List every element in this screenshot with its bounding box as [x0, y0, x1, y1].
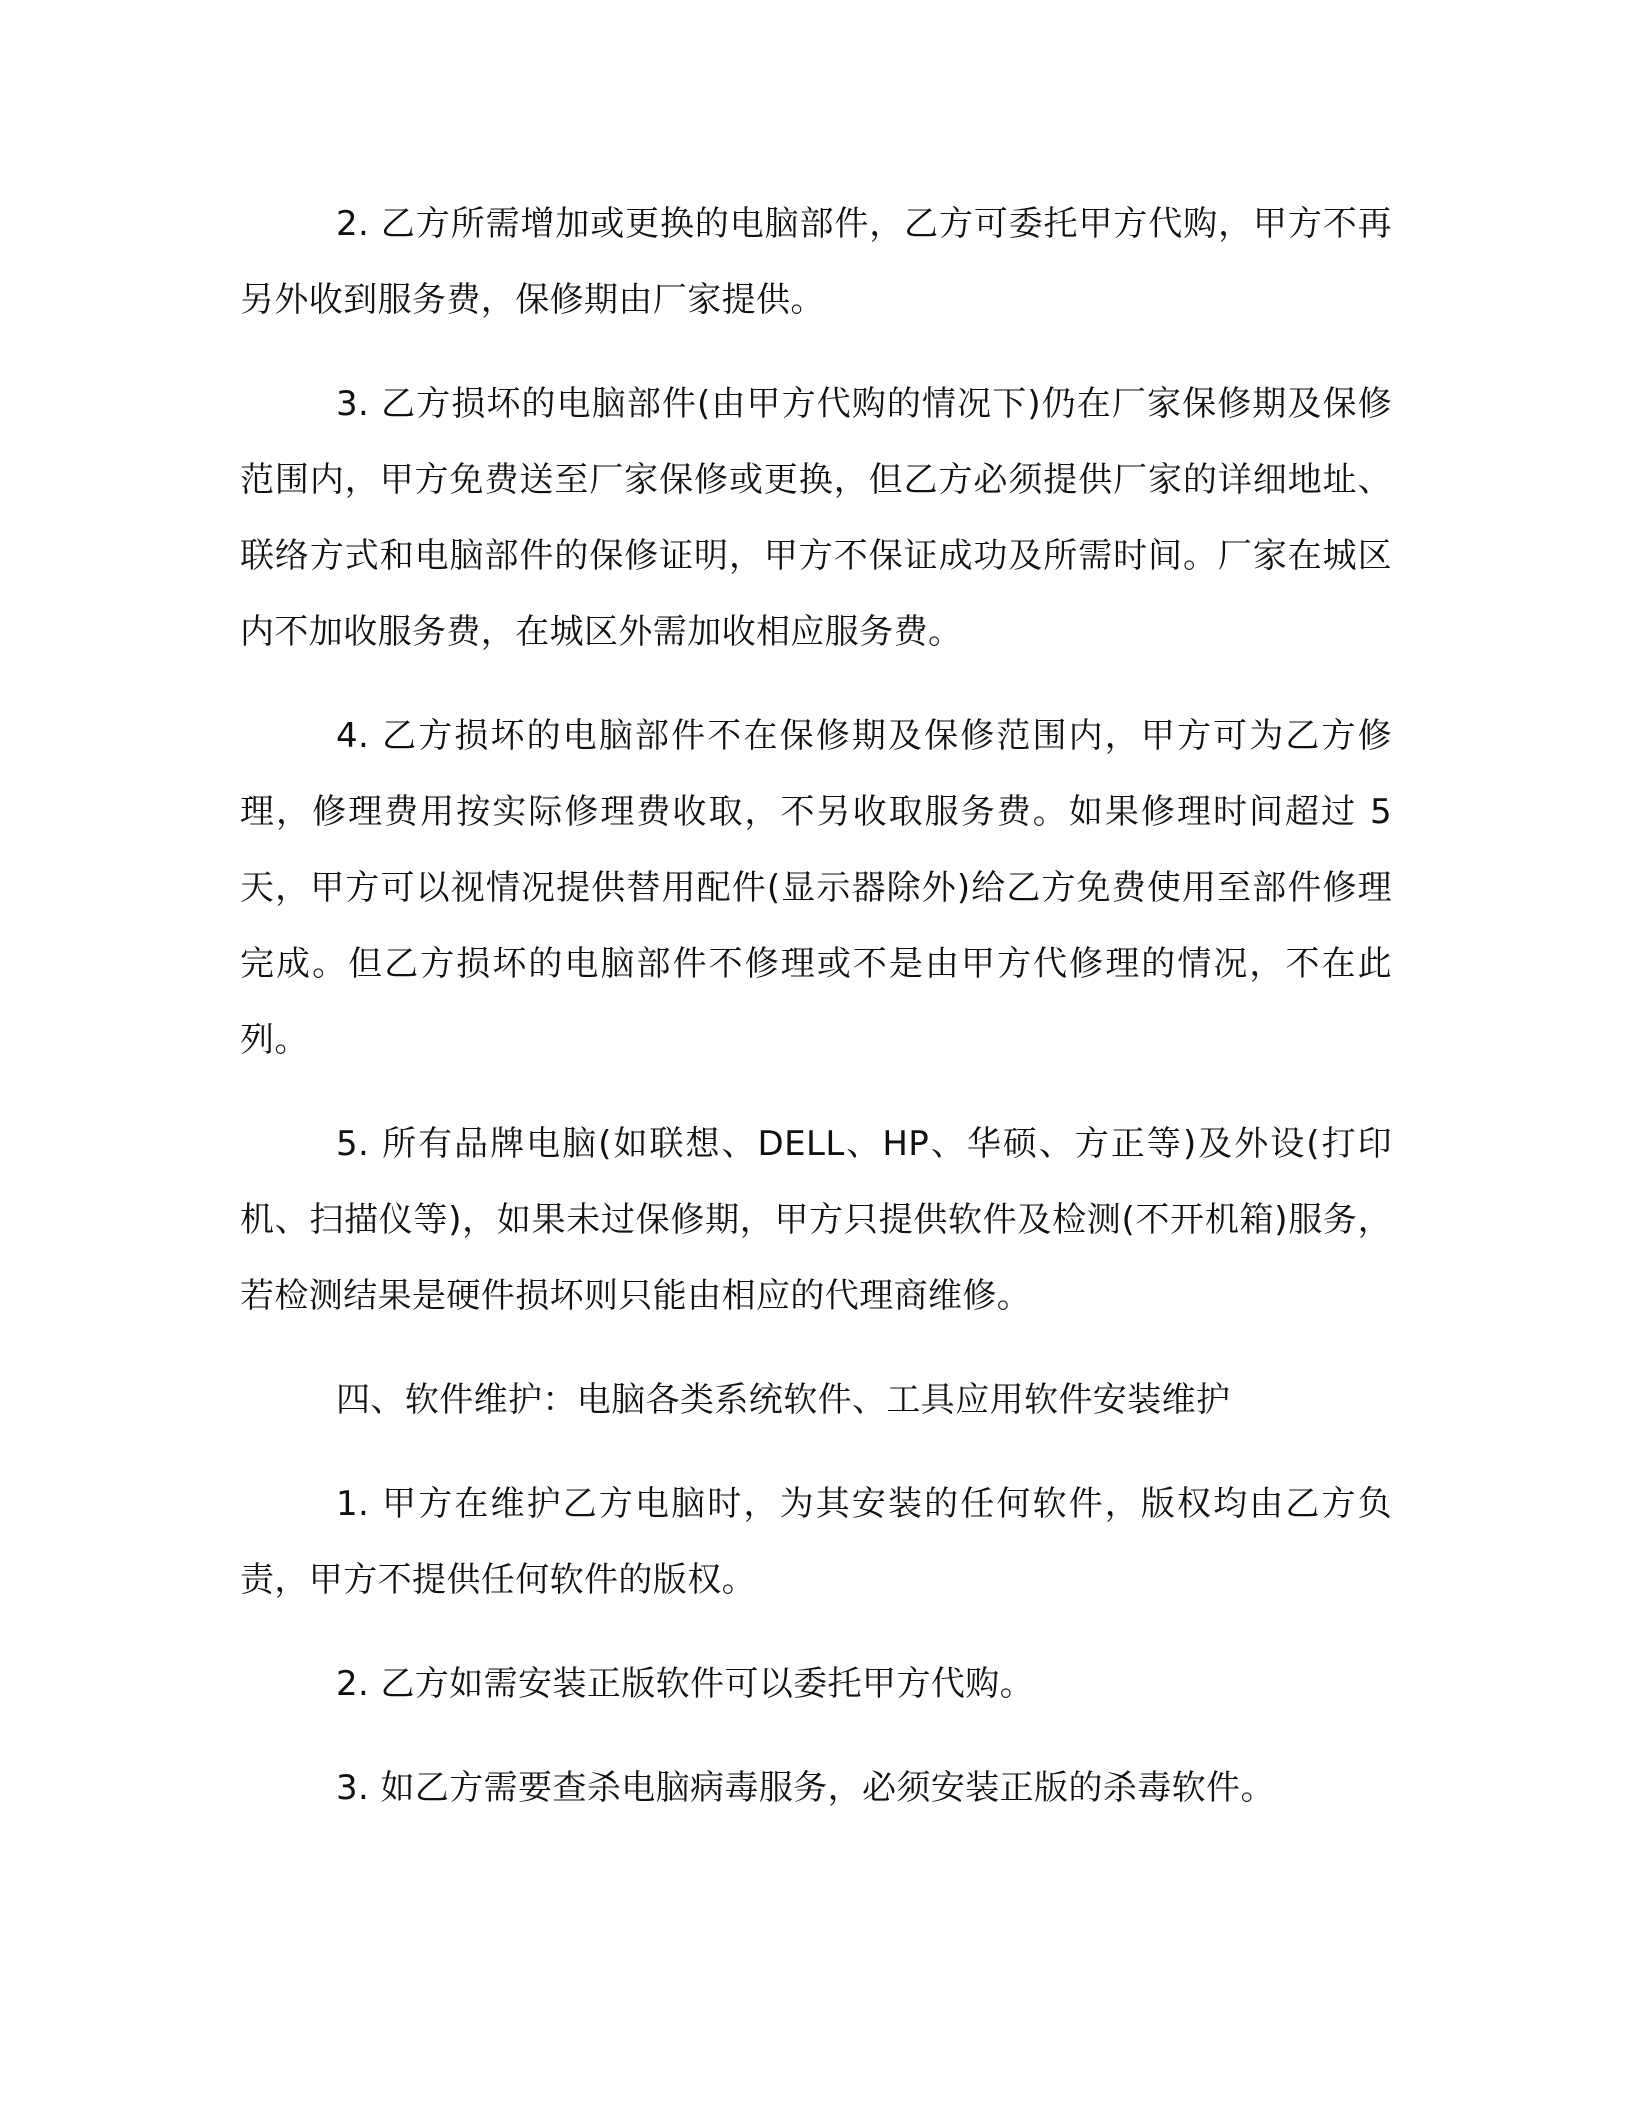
- paragraph-item-3-warranty-repair: 3. 乙方损坏的电脑部件(由甲方代购的情况下)仍在厂家保修期及保修范围内，甲方免费送至厂家保修或更换，但乙方必须提供厂家的详细地址、联络方式和电脑部件的保修证明，甲方不保证成功及所需时间。厂家在城区内不加收服务费，在城区外需加收相应服务费。: [240, 384, 1392, 652]
- paragraph-software-item-1: 1. 甲方在维护乙方电脑时，为其安装的任何软件，版权均由乙方负责，甲方不提供任何软件的版权。: [240, 1484, 1392, 1600]
- paragraph-item-4-out-of-warranty: 4. 乙方损坏的电脑部件不在保修期及保修范围内，甲方可为乙方修理，修理费用按实际修理费收取，不另收取服务费。如果修理时间超过 5 天，甲方可以视情况提供替用配件(显示器除外)给乙方免费使用至部件修理完成。但乙方损坏的电脑部件不修理或不是由甲方代修理的情况，不在此列。: [240, 716, 1392, 1060]
- paragraph-item-5-brand-computers: 5. 所有品牌电脑(如联想、DELL、HP、华硕、方正等)及外设(打印机、扫描仪等)，如果未过保修期，甲方只提供软件及检测(不开机箱)服务，若检测结果是硬件损坏则只能由相应的代理商维修。: [240, 1124, 1392, 1316]
- paragraph-software-item-2: 2. 乙方如需安装正版软件可以委托甲方代购。: [336, 1664, 1035, 1704]
- paragraph-software-item-3: 3. 如乙方需要查杀电脑病毒服务，必须安装正版的杀毒软件。: [336, 1768, 1275, 1808]
- document-body: [240, 186, 1392, 1826]
- paragraph-item-2-parts-purchase: 2. 乙方所需增加或更换的电脑部件，乙方可委托甲方代购，甲方不再另外收到服务费，保修期由厂家提供。: [240, 204, 1392, 320]
- section-heading-software-maintenance: 四、软件维护：电脑各类系统软件、工具应用软件安装维护: [336, 1380, 1231, 1420]
